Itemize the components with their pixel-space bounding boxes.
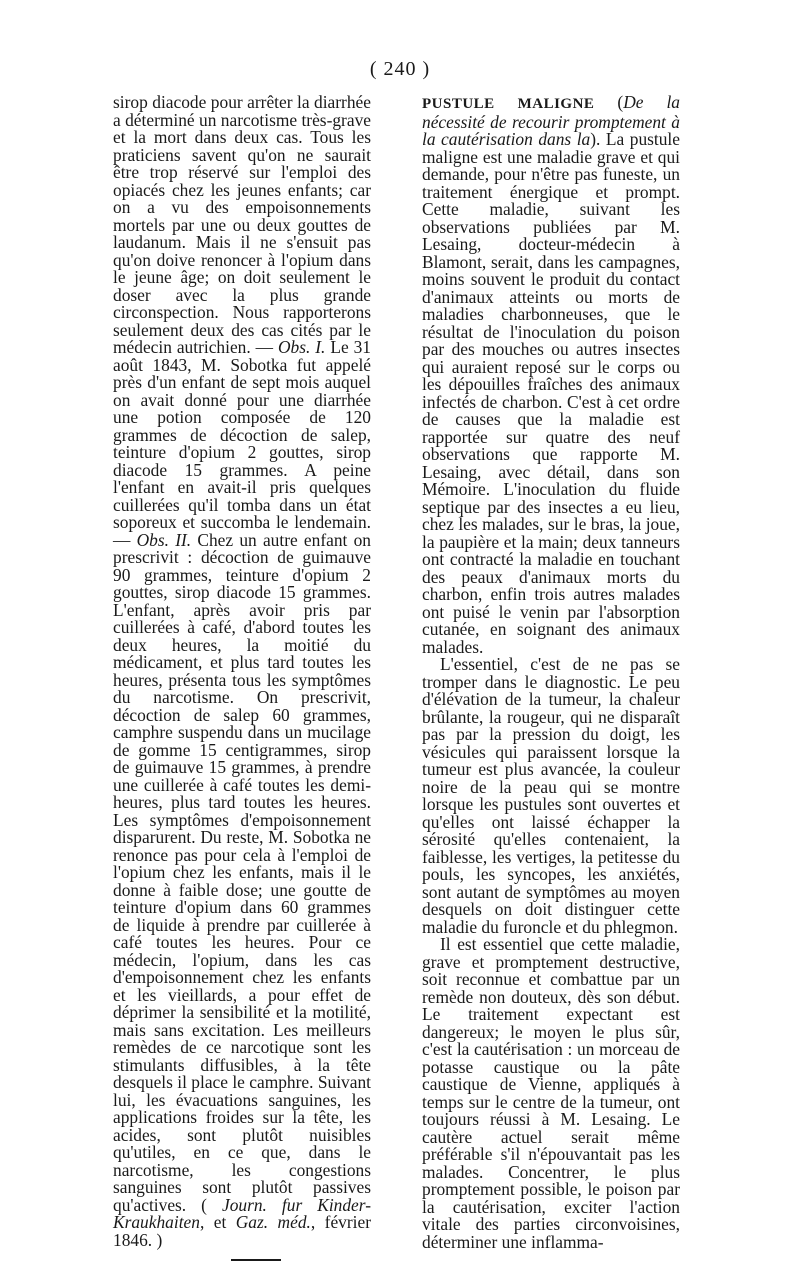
right-column <box>422 94 680 1251</box>
section-divider <box>231 1259 281 1261</box>
obs1-text: Le 31 août 1843, M. Sobotka fut appelé près d'un enfant de sept mois auquel on avait donné pour une diarrhée une potion composée de 120 grammes de décoction de salep, teinture d'opium 2 gouttes, sirop diacode 15 grammes. A peine l'enfant en avait-il pris quelques cuillerées qu'il tomba dans un état soporeux et succomba le lendemain. — <box>113 337 371 550</box>
pustule-paragraph-3: Il est essentiel que cette maladie, grave et promptement destructive, soit reconnue et combattue par un remède non douteux, dès son début. Le traitement expectant est dangereux; le moyen le plus sûr, c'est la cautérisation : un morceau de potasse caustique ou la pâte caustique de Vienne, appliqués à temps sur le centre de la tumeur, ont toujours réussi à M. Lesaing. Le cautère actuel serait même préférable s'il n'épouvantait pas les malades. Concentrer, le plus promptement possible, le poison par la cautérisation, exciter l'action vitale des parties circonvoisines, déterminer une inflamma- <box>422 934 680 1252</box>
reference-date: , février 1846. ) <box>113 1212 371 1250</box>
pustule-paragraph-2: L'essentiel, c'est de ne pas se tromper dans le diagnostic. Le peu d'élévation de la tumeur, la chaleur brûlante, la rougeur, qui ne disparaît pas par la pression du doigt, les vésicules qui paraissent lorsque la tumeur est plus avancée, la couleur noire de la peau qui se montre lorsque les pustules sont ouvertes et qu'elles ont laissé échapper la sérosité qu'elles contenaient, la faiblesse, les vertiges, la petitesse du pouls, les syncopes, les anxiétés, sont autant de symptômes au moyen desquels on doit distinguer cette maladie du furoncle et du phlegmon. <box>422 654 680 937</box>
obs1-label: Obs. I. <box>277 337 326 357</box>
heading-paren-open: ( <box>594 92 624 112</box>
page-number: ( 240 ) <box>369 58 431 80</box>
reference-journal: Journ. fur Kinder-Kraukhaiten <box>113 1194 371 1232</box>
obs2-label: Obs. II. <box>136 529 192 550</box>
left-paragraph <box>113 94 371 1249</box>
left-column <box>113 94 371 1261</box>
left-text-intro: sirop diacode pour arrêter la diarrhée a déterminé un narcotisme très-grave et la mort dans deux cas. Tous les praticiens savent qu'on ne saurait être trop réservé sur l'emploi des opiacés chez les jeunes enfants; car on a vu des empoisonnements mortels par une ou deux gouttes de laudanum. Mais il ne s'ensuit pas qu'on doive renoncer à l'opium dans le jeune âge; on doit seulement le doser avec la plus grande circonspection. Nous rapporterons seulement deux des cas cités par le médecin autrichien. — <box>113 92 371 357</box>
reference-joiner: , et <box>199 1212 236 1232</box>
section-heading: PUSTULE MALIGNE <box>422 96 595 112</box>
pustule-paragraph-1 <box>422 94 680 656</box>
heading-subtitle: De la nécessité de recourir promptement à la cautérisation dans la <box>422 92 680 149</box>
heading-paren-close: ). <box>590 129 606 149</box>
reference-gazette: Gaz. méd. <box>235 1212 311 1232</box>
obs2-text: Chez un autre enfant on prescrivit : décoction de guimauve 90 grammes, teinture d'opium 2 gouttes, sirop diacode 15 grammes. L'enfant, après avoir pris par cuillerées à café, d'abord toutes les deux heures, la moitié du médicament, et plus tard toutes les heures, présenta tous les symptômes du narcotisme. On prescrivit, décoction de salep 60 grammes, camphre suspendu dans un mucilage de gomme 15 centigrammes, sirop de guimauve 15 grammes, à prendre une cuillerée à café toutes les demi-heures, plus tard toutes les heures. Les symptômes d'empoisonnement disparurent. Du reste, M. Sobotka ne renonce pas pour cela à l'emploi de l'opium chez les enfants, mais il le donne à faible dose; une goutte de teinture d'opium dans 60 grammes de liquide à prendre par cuillerée à café toutes les heures. Pour ce médecin, l'opium, dans les cas d'empoisonnement chez les enfants et les vieillards, a pour effet de déprimer la sensibilité et la motilité, mais sans excitation. Les meilleurs remèdes de ce narcotique sont les stimulants diffusibles, à la tête desquels il place le camphre. Suivant lui, les évacuations sanguines, les applications froides sur la tête, les acides, sont plutôt nuisibles qu'utiles, en ce que, dans le narcotisme, les congestions sanguines sont plutôt passives qu'actives. ( <box>113 529 371 1215</box>
pustule-text-1: La pustule maligne est une maladie grave et qui demande, pour n'être pas funeste, un traitement énergique et prompt. Cette maladie, suivant les observations publiées par M. Lesaing, docteur-médecin à Blamont, serait, dans les campagnes, moins souvent le produit du contact d'animaux atteints ou morts de maladies charbonneuses, que le résultat de l'inoculation du poison par des mouches ou autres insectes qui auraient reposé sur le corps ou les dépouilles fraîches des animaux infectés de charbon. C'est à cet ordre de causes que la maladie est rapportée sur quatre des neuf observations que rapporte M. Lesaing, avec détail, dans son Mémoire. L'inoculation du fluide septique par des insectes a eu lieu, chez les malades, sur le bras, la joue, la paupière et la main; deux tanneurs ont contracté la maladie en touchant des peaux d'animaux morts du charbon, enfin trois autres malades ont puisé le venin par l'absorption cutanée, en soignant des animaux malades. <box>422 129 680 657</box>
